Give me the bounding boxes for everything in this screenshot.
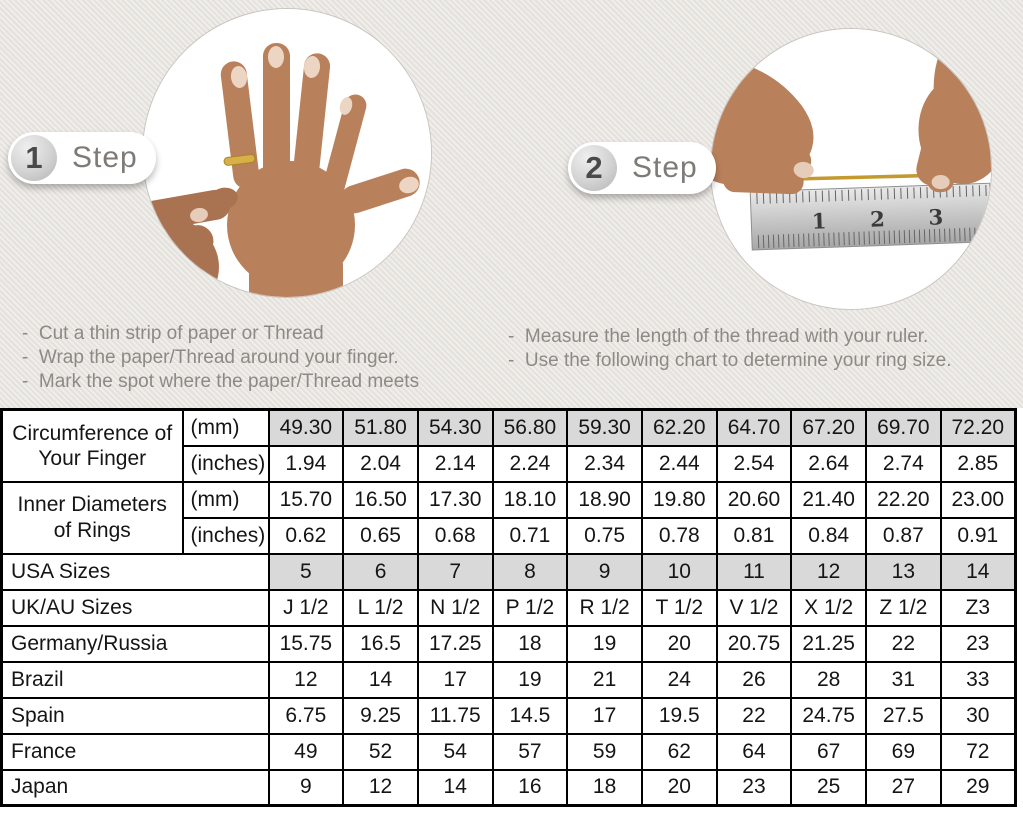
table-cell: 8: [493, 554, 568, 590]
ruler-number-1: 1: [811, 208, 827, 234]
table-cell: 9.25: [343, 698, 418, 734]
row-label-usa-sizes: USA Sizes: [2, 554, 269, 590]
table-cell: 72: [941, 734, 1016, 770]
table-cell: 64: [717, 734, 792, 770]
table-cell: 52: [343, 734, 418, 770]
table-cell: 2.14: [418, 446, 493, 482]
table-cell: J 1/2: [269, 590, 344, 626]
size-chart-section: [0, 408, 1023, 826]
ruler-number-2: 2: [869, 206, 886, 232]
table-cell: 9: [567, 554, 642, 590]
table-cell: 28: [791, 662, 866, 698]
table-cell: 2.64: [791, 446, 866, 482]
table-cell: 23.00: [941, 482, 1016, 518]
table-cell: 11.75: [418, 698, 493, 734]
table-row-ukau-sizes: [2, 590, 1016, 626]
row-label-circumference: Circumference of Your Finger: [2, 410, 183, 482]
table-row-spain: [2, 698, 1016, 734]
table-cell: 9: [269, 770, 344, 806]
table-cell: 19.80: [642, 482, 717, 518]
table-cell: 7: [418, 554, 493, 590]
row-label-ukau-sizes: UK/AU Sizes: [2, 590, 269, 626]
table-cell: 6.75: [269, 698, 344, 734]
table-cell: 24: [642, 662, 717, 698]
table-cell: 62.20: [642, 410, 717, 446]
table-cell: 2.24: [493, 446, 568, 482]
table-cell: 59.30: [567, 410, 642, 446]
table-cell: 59: [567, 734, 642, 770]
table-cell: Z3: [941, 590, 1016, 626]
table-row-usa-sizes: [2, 554, 1016, 590]
table-cell: 20.75: [717, 626, 792, 662]
table-cell: 12: [269, 662, 344, 698]
table-cell: 17.25: [418, 626, 493, 662]
table-cell: 2.74: [866, 446, 941, 482]
table-cell: X 1/2: [791, 590, 866, 626]
unit-label: (inches): [183, 518, 269, 554]
table-cell: 20.60: [717, 482, 792, 518]
table-cell: V 1/2: [717, 590, 792, 626]
table-cell: 14.5: [493, 698, 568, 734]
table-cell: 27.5: [866, 698, 941, 734]
unit-label: (mm): [183, 410, 269, 446]
row-label-inner-diameters: Inner Diameters of Rings: [2, 482, 183, 554]
table-row-brazil: [2, 662, 1016, 698]
step-2-label: Step: [632, 151, 698, 184]
table-cell: 14: [418, 770, 493, 806]
instruction-line: - Wrap the paper/Thread around your finger.: [22, 347, 399, 368]
table-cell: 6: [343, 554, 418, 590]
instruction-line: - Measure the length of the thread with your ruler.: [508, 326, 929, 347]
step-1-badge: [8, 132, 156, 184]
table-cell: 62: [642, 734, 717, 770]
table-cell: 19: [567, 626, 642, 662]
table-cell: 22: [866, 626, 941, 662]
table-cell: N 1/2: [418, 590, 493, 626]
hand-with-ring-illustration: [143, 9, 431, 297]
table-cell: 2.85: [941, 446, 1016, 482]
table-cell: 17.30: [418, 482, 493, 518]
table-cell: 12: [791, 554, 866, 590]
table-cell: 57: [493, 734, 568, 770]
table-cell: 16: [493, 770, 568, 806]
table-cell: 18: [567, 770, 642, 806]
instructions-section: [0, 0, 1023, 408]
row-label-brazil: Brazil: [2, 662, 269, 698]
table-cell: 0.75: [567, 518, 642, 554]
table-cell: 12: [343, 770, 418, 806]
table-cell: 67.20: [791, 410, 866, 446]
table-cell: 21.40: [791, 482, 866, 518]
table-cell: 72.20: [941, 410, 1016, 446]
table-cell: 25: [791, 770, 866, 806]
table-cell: 69.70: [866, 410, 941, 446]
table-cell: 56.80: [493, 410, 568, 446]
table-cell: 19.5: [642, 698, 717, 734]
table-cell: 0.68: [418, 518, 493, 554]
step-2-photo: [710, 28, 992, 310]
table-row-germany-russia: [2, 626, 1016, 662]
table-cell: 11: [717, 554, 792, 590]
step-1-label: Step: [72, 141, 138, 174]
table-cell: 14: [343, 662, 418, 698]
table-cell: 67: [791, 734, 866, 770]
table-cell: 23: [941, 626, 1016, 662]
table-cell: 0.65: [343, 518, 418, 554]
table-cell: 0.62: [269, 518, 344, 554]
step-1-photo: [142, 8, 432, 298]
table-cell: 69: [866, 734, 941, 770]
table-cell: 1.94: [269, 446, 344, 482]
table-cell: 15.70: [269, 482, 344, 518]
table-cell: 49: [269, 734, 344, 770]
row-label-japan: Japan: [2, 770, 269, 806]
table-cell: 64.70: [717, 410, 792, 446]
table-cell: 54.30: [418, 410, 493, 446]
table-cell: 21.25: [791, 626, 866, 662]
table-cell: 17: [567, 698, 642, 734]
table-cell: 0.81: [717, 518, 792, 554]
table-cell: 2.44: [642, 446, 717, 482]
table-cell: 49.30: [269, 410, 344, 446]
table-cell: 14: [941, 554, 1016, 590]
step-2-number: 2: [571, 145, 617, 191]
table-cell: P 1/2: [493, 590, 568, 626]
step-2-badge: [568, 142, 716, 194]
ring-size-conversion-table: [0, 408, 1017, 807]
measuring-ruler-illustration: [711, 29, 991, 309]
step-2-instructions: [508, 325, 1018, 373]
table-cell: 13: [866, 554, 941, 590]
table-cell: 2.54: [717, 446, 792, 482]
table-cell: T 1/2: [642, 590, 717, 626]
table-cell: 16.50: [343, 482, 418, 518]
row-label-spain: Spain: [2, 698, 269, 734]
table-row-france: [2, 734, 1016, 770]
table-cell: 2.04: [343, 446, 418, 482]
table-cell: 29: [941, 770, 1016, 806]
table-cell: 33: [941, 662, 1016, 698]
table-cell: 0.78: [642, 518, 717, 554]
unit-label: (mm): [183, 482, 269, 518]
table-cell: R 1/2: [567, 590, 642, 626]
table-cell: 22: [717, 698, 792, 734]
table-cell: 54: [418, 734, 493, 770]
table-cell: 18.90: [567, 482, 642, 518]
table-cell: 5: [269, 554, 344, 590]
table-cell: 0.91: [941, 518, 1016, 554]
table-cell: 17: [418, 662, 493, 698]
table-cell: 15.75: [269, 626, 344, 662]
table-cell: 21: [567, 662, 642, 698]
table-cell: 31: [866, 662, 941, 698]
table-cell: Z 1/2: [866, 590, 941, 626]
instruction-line: - Cut a thin strip of paper or Thread: [22, 323, 324, 344]
table-cell: 27: [866, 770, 941, 806]
table-cell: 20: [642, 626, 717, 662]
table-cell: 0.84: [791, 518, 866, 554]
table-cell: 23: [717, 770, 792, 806]
table-row-japan: [2, 770, 1016, 806]
table-cell: 18.10: [493, 482, 568, 518]
table-cell: 2.34: [567, 446, 642, 482]
table-cell: 30: [941, 698, 1016, 734]
table-cell: 51.80: [343, 410, 418, 446]
step-1-instructions: [22, 322, 497, 394]
row-label-germany-russia: Germany/Russia: [2, 626, 269, 662]
row-label-france: France: [2, 734, 269, 770]
table-row-diameter-mm: [2, 482, 1016, 518]
unit-label: (inches): [183, 446, 269, 482]
instruction-line: - Mark the spot where the paper/Thread meets: [22, 371, 420, 392]
table-cell: 20: [642, 770, 717, 806]
table-cell: 22.20: [866, 482, 941, 518]
table-cell: L 1/2: [343, 590, 418, 626]
table-cell: 18: [493, 626, 568, 662]
table-cell: 0.71: [493, 518, 568, 554]
table-row-circumference-mm: [2, 410, 1016, 446]
table-cell: 10: [642, 554, 717, 590]
ruler-number-3: 3: [928, 204, 944, 230]
table-cell: 0.87: [866, 518, 941, 554]
table-cell: 24.75: [791, 698, 866, 734]
table-cell: 19: [493, 662, 568, 698]
step-1-number: 1: [11, 135, 57, 181]
table-cell: 26: [717, 662, 792, 698]
instruction-line: - Use the following chart to determine your ring size.: [508, 350, 952, 371]
table-cell: 16.5: [343, 626, 418, 662]
